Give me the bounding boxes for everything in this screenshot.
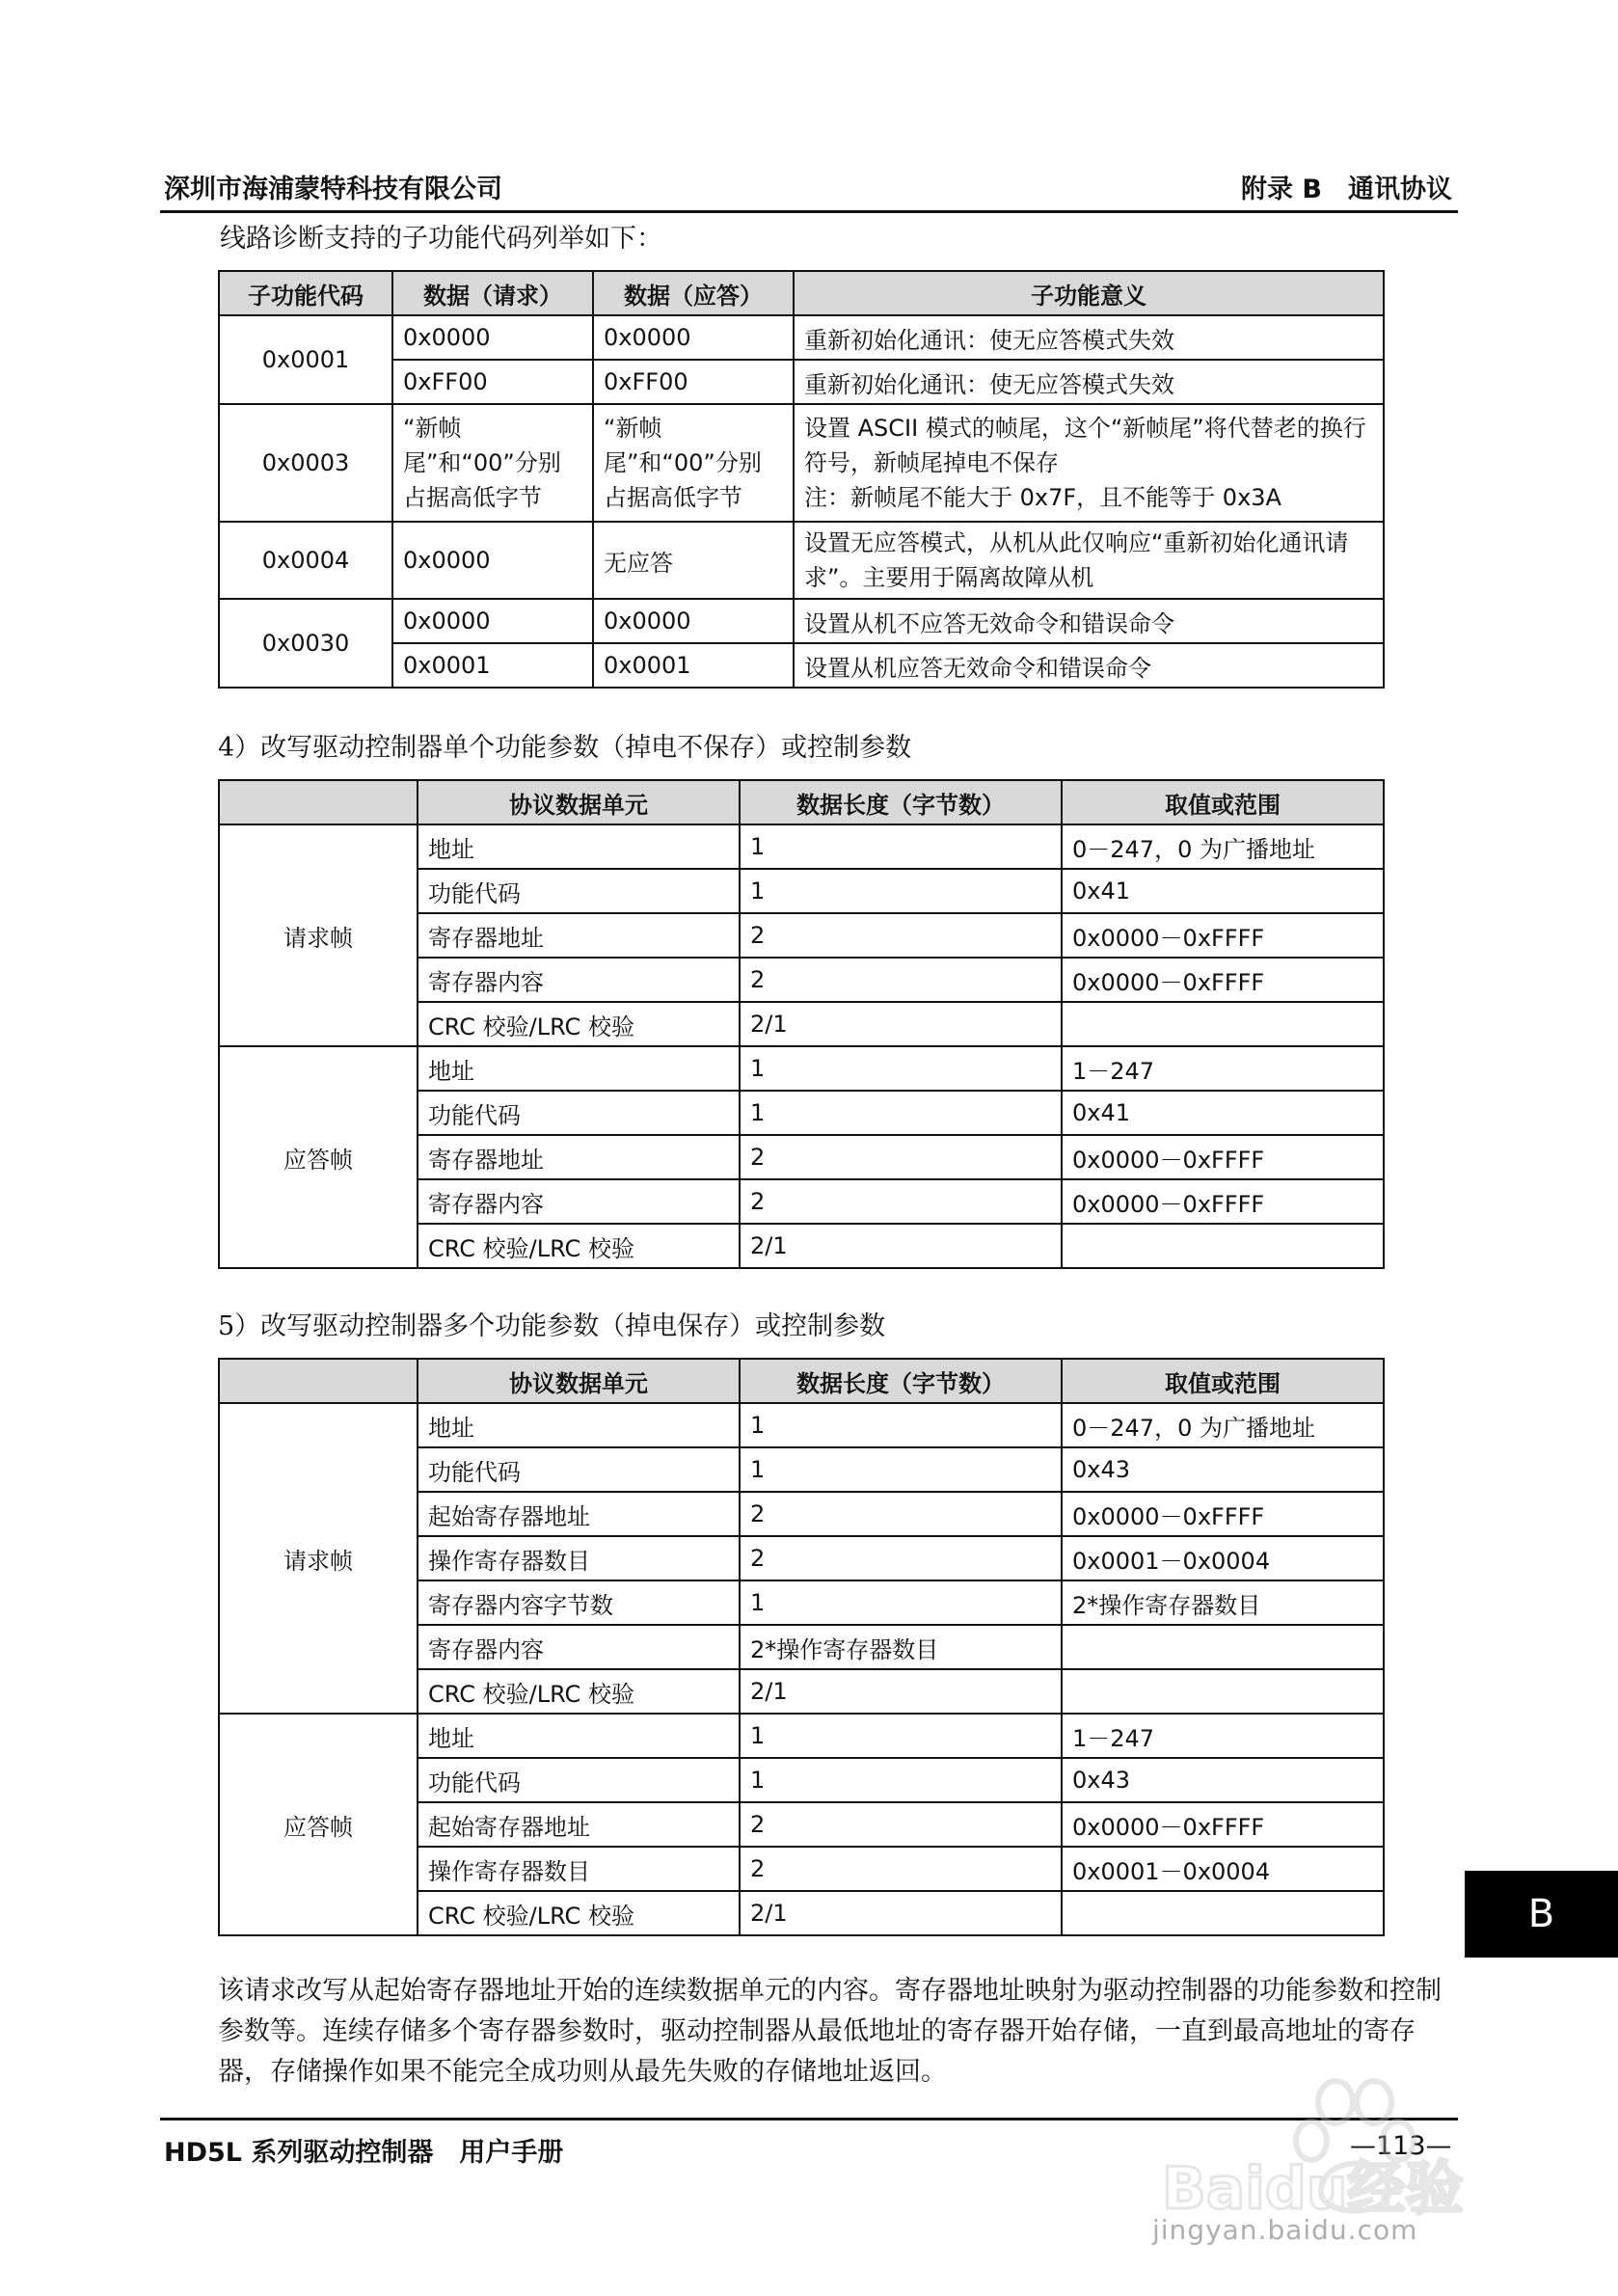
table-row xyxy=(219,1403,1384,1447)
cell: 设置从机不应答无效命令和错误命令 xyxy=(794,599,1384,643)
cell: 寄存器地址 xyxy=(418,913,740,958)
cell xyxy=(1062,1669,1384,1714)
table-row xyxy=(219,643,1384,688)
cell: 0x0001－0x0004 xyxy=(1062,1847,1384,1891)
cell: 2/1 xyxy=(740,1669,1062,1714)
col-header: 取值或范围 xyxy=(1062,780,1384,824)
col-header: 数据（请求） xyxy=(392,271,593,315)
intro-text: 线路诊断支持的子功能代码列举如下： xyxy=(220,224,662,254)
sub-code: 0x0003 xyxy=(219,404,392,522)
cell: 0x43 xyxy=(1062,1758,1384,1802)
cell: 0xFF00 xyxy=(392,360,593,404)
cell: 0x0001 xyxy=(593,643,794,688)
cell: 1 xyxy=(740,1046,1062,1091)
cell: 设置无应答模式，从机从此仅响应“重新初始化通讯请求”。主要用于隔离故障从机 xyxy=(794,522,1384,599)
cell: 重新初始化通讯：使无应答模式失效 xyxy=(794,315,1384,360)
cell: 0x41 xyxy=(1062,869,1384,913)
cell: 操作寄存器数目 xyxy=(418,1847,740,1891)
section5-title: 5）改写驱动控制器多个功能参数（掉电保存）或控制参数 xyxy=(218,1311,886,1341)
table-row xyxy=(219,599,1384,643)
cell: 0x0000－0xFFFF xyxy=(1062,1802,1384,1847)
cell: 1 xyxy=(740,869,1062,913)
cell: 地址 xyxy=(418,1403,740,1447)
cell: 0x0000 xyxy=(593,599,794,643)
watermark-brand: Baidu经验 xyxy=(1162,2155,1464,2223)
cell: 0x0000 xyxy=(392,315,593,360)
cell: 寄存器内容字节数 xyxy=(418,1580,740,1625)
cell: 1 xyxy=(740,1714,1062,1758)
cell: 2 xyxy=(740,958,1062,1002)
cell: CRC 校验/LRC 校验 xyxy=(418,1224,740,1268)
cell: 0x0000 xyxy=(392,522,593,599)
cell: 0x0000－0xFFFF xyxy=(1062,1135,1384,1179)
col-header: 协议数据单元 xyxy=(418,1359,740,1403)
frame-label: 应答帧 xyxy=(219,1714,418,1935)
col-header: 数据长度（字节数） xyxy=(740,1359,1062,1403)
sub-code: 0x0030 xyxy=(219,599,392,688)
cell: 1 xyxy=(740,1447,1062,1492)
cell: 地址 xyxy=(418,1046,740,1091)
table-header-row xyxy=(219,1359,1384,1403)
cell: 功能代码 xyxy=(418,1447,740,1492)
cell: 寄存器内容 xyxy=(418,958,740,1002)
cell: 0－247，0 为广播地址 xyxy=(1062,1403,1384,1447)
cell xyxy=(794,404,1384,522)
cell: 1 xyxy=(740,1091,1062,1135)
cell: 0x0000－0xFFFF xyxy=(1062,1492,1384,1536)
cell: 1－247 xyxy=(1062,1046,1384,1091)
table-row xyxy=(219,522,1384,599)
diag-table xyxy=(218,270,1385,689)
cell: 2 xyxy=(740,1802,1062,1847)
cell: 2 xyxy=(740,1179,1062,1224)
note-text: 注：新帧尾不能大于 0x7F，且不能等于 0x3A xyxy=(804,484,1281,511)
cell: 起始寄存器地址 xyxy=(418,1492,740,1536)
cell: 2 xyxy=(740,913,1062,958)
page-number: —113— xyxy=(1350,2131,1452,2161)
cell xyxy=(1062,1224,1384,1268)
col-header xyxy=(219,780,418,824)
table-row xyxy=(219,1714,1384,1758)
cell: 功能代码 xyxy=(418,1091,740,1135)
frame-label: 应答帧 xyxy=(219,1046,418,1268)
cell: 1－247 xyxy=(1062,1714,1384,1758)
cell: 2/1 xyxy=(740,1891,1062,1935)
cell: 0x0001 xyxy=(392,643,593,688)
cell: 1 xyxy=(740,1580,1062,1625)
cell: 1 xyxy=(740,1758,1062,1802)
closing-paragraph: 该请求改写从起始寄存器地址开始的连续数据单元的内容。寄存器地址映射为驱动控制器的功能参数和控制参数等。连续存储多个寄存器参数时，驱动控制器从最低地址的寄存器开始存储，一直到最高地址的寄存器，存储操作如果不能完全成功则从最先失败的存储地址返回。 xyxy=(218,1976,1442,2087)
cell: 0x0000 xyxy=(593,315,794,360)
table-row xyxy=(219,360,1384,404)
cell: 功能代码 xyxy=(418,869,740,913)
cell: 2/1 xyxy=(740,1002,1062,1046)
cell xyxy=(1062,1625,1384,1669)
cell: 0x0001－0x0004 xyxy=(1062,1536,1384,1580)
cell: 0x0000－0xFFFF xyxy=(1062,913,1384,958)
header-rule xyxy=(160,210,1458,213)
company-name: 深圳市海浦蒙特科技有限公司 xyxy=(164,175,502,204)
cell: 0x41 xyxy=(1062,1091,1384,1135)
manual-title: HD5L 系列驱动控制器 用户手册 xyxy=(164,2138,564,2168)
col-header: 数据（应答） xyxy=(593,271,794,315)
cell: 1 xyxy=(740,1403,1062,1447)
cell: 0x0000－0xFFFF xyxy=(1062,958,1384,1002)
section4-table xyxy=(218,779,1385,1269)
cell: 起始寄存器地址 xyxy=(418,1802,740,1847)
cell: 2 xyxy=(740,1492,1062,1536)
cell: 0x0000－0xFFFF xyxy=(1062,1179,1384,1224)
table-header-row xyxy=(219,780,1384,824)
cell: 0x43 xyxy=(1062,1447,1384,1492)
cell: 0xFF00 xyxy=(593,360,794,404)
watermark-url: jingyan.baidu.com xyxy=(1152,2214,1418,2246)
cell: 1 xyxy=(740,824,1062,869)
cell xyxy=(1062,1891,1384,1935)
cell: 2 xyxy=(740,1847,1062,1891)
cell: 地址 xyxy=(418,824,740,869)
cell: “新帧尾”和“00”分别占据高低字节 xyxy=(392,404,593,522)
cell: 地址 xyxy=(418,1714,740,1758)
sub-code: 0x0001 xyxy=(219,315,392,404)
cell: CRC 校验/LRC 校验 xyxy=(418,1669,740,1714)
cell: CRC 校验/LRC 校验 xyxy=(418,1891,740,1935)
cell: 寄存器地址 xyxy=(418,1135,740,1179)
table-header-row xyxy=(219,271,1384,315)
cell: 2*操作寄存器数目 xyxy=(740,1625,1062,1669)
appendix-tab: B xyxy=(1465,1871,1618,1958)
table-row xyxy=(219,404,1384,522)
cell: 寄存器内容 xyxy=(418,1179,740,1224)
cell: 无应答 xyxy=(593,522,794,599)
sub-code: 0x0004 xyxy=(219,522,392,599)
cell: 2/1 xyxy=(740,1224,1062,1268)
cell: 寄存器内容 xyxy=(418,1625,740,1669)
cell xyxy=(1062,1002,1384,1046)
cell: 2 xyxy=(740,1536,1062,1580)
cell: 重新初始化通讯：使无应答模式失效 xyxy=(794,360,1384,404)
table-row xyxy=(219,315,1384,360)
table-row xyxy=(219,824,1384,869)
desc-text: 设置 ASCII 模式的帧尾，这个“新帧尾”将代替老的换行符号，新帧尾掉电不保存 xyxy=(804,415,1366,476)
frame-label: 请求帧 xyxy=(219,1403,418,1714)
section5-table xyxy=(218,1358,1385,1936)
frame-label: 请求帧 xyxy=(219,824,418,1046)
section-title: 附录 B 通讯协议 xyxy=(1241,175,1452,204)
cell: “新帧尾”和“00”分别占据高低字节 xyxy=(593,404,794,522)
cell: 功能代码 xyxy=(418,1758,740,1802)
page-header xyxy=(160,162,1458,212)
col-header: 子功能意义 xyxy=(794,271,1384,315)
col-header: 数据长度（字节数） xyxy=(740,780,1062,824)
cell: 设置从机应答无效命令和错误命令 xyxy=(794,643,1384,688)
cell: 2 xyxy=(740,1135,1062,1179)
cell: 0x0000 xyxy=(392,599,593,643)
cell: 0－247，0 为广播地址 xyxy=(1062,824,1384,869)
col-header: 子功能代码 xyxy=(219,271,392,315)
cell: 2*操作寄存器数目 xyxy=(1062,1580,1384,1625)
col-header xyxy=(219,1359,418,1403)
table-row xyxy=(219,1046,1384,1091)
section4-title: 4）改写驱动控制器单个功能参数（掉电不保存）或控制参数 xyxy=(218,733,912,763)
cell: CRC 校验/LRC 校验 xyxy=(418,1002,740,1046)
col-header: 协议数据单元 xyxy=(418,780,740,824)
col-header: 取值或范围 xyxy=(1062,1359,1384,1403)
cell: 操作寄存器数目 xyxy=(418,1536,740,1580)
